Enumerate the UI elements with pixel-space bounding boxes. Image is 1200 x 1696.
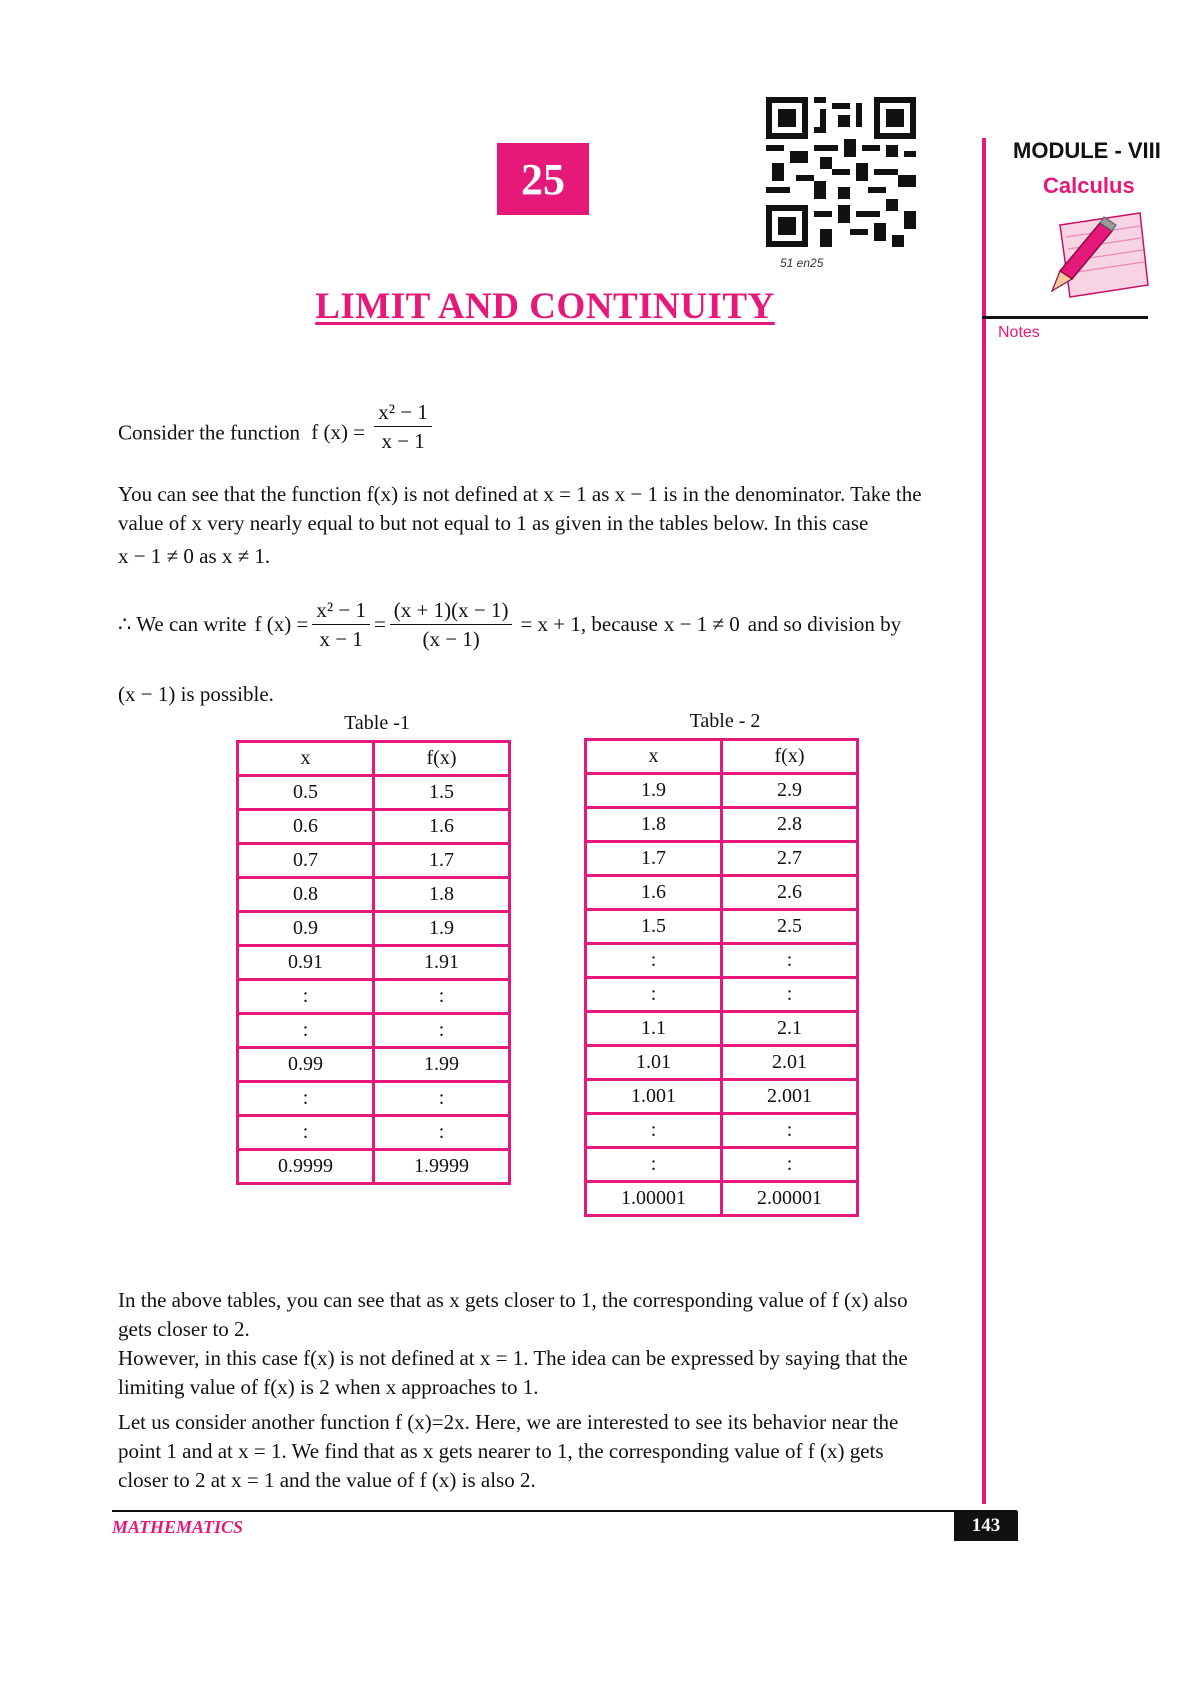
table-cell: : [722,978,858,1012]
notes-label: Notes [998,324,1040,341]
table-cell: : [374,980,510,1014]
table-cell: : [238,980,374,1014]
fraction-2-numerator: (x + 1)(x − 1) [390,598,513,625]
table-row [586,1114,858,1148]
table-cell: 1.5 [586,910,722,944]
table-cell: : [238,1116,374,1150]
table-row [586,1046,858,1080]
p1-line-3: x − 1 ≠ 0 as x ≠ 1. [118,544,271,568]
intro-text: Consider the function [118,420,300,445]
table-cell: : [586,944,722,978]
table-2-caption: Table - 2 [689,710,761,732]
table-cell: : [722,1148,858,1182]
margin-divider [982,138,986,1504]
p3-line-1: In the above tables, you can see that as x gets closer to 1, the corresponding value of f (x) also [118,1288,908,1312]
fraction-2-denominator: (x − 1) [422,627,480,651]
table-cell: 1.7 [586,842,722,876]
table-header-cell: f(x) [374,742,510,776]
p5-line-2: point 1 and at x = 1. We find that as x gets nearer to 1, the corresponding value of f (x) gets [118,1439,884,1463]
table-row [586,1080,858,1114]
table-cell: 1.91 [374,946,510,980]
table-cell: 2.9 [722,774,858,808]
derivation-fraction-1 [312,598,370,651]
table-row [586,808,858,842]
table-row [238,946,510,980]
intro-fx: f (x) = [311,420,366,445]
table-cell: 1.1 [586,1012,722,1046]
fraction-1-denominator: x − 1 [319,627,363,651]
table-cell: 1.8 [374,878,510,912]
table-cell: 1.6 [374,810,510,844]
table-row [586,1148,858,1182]
table-1-caption: Table -1 [344,712,410,734]
table-cell: 1.8 [586,808,722,842]
derivation-line [118,598,978,651]
table-header-cell: f(x) [722,740,858,774]
intro-fraction [374,400,432,453]
table-cell: 1.5 [374,776,510,810]
derivation-condition: x − 1 ≠ 0 [663,612,740,636]
table-cell: : [374,1014,510,1048]
table-cell: : [238,1014,374,1048]
table-cell: 1.01 [586,1046,722,1080]
table-cell: : [374,1082,510,1116]
table-cell: 1.00001 [586,1182,722,1216]
intro-line [118,400,436,461]
sidebar-rule [982,316,1148,319]
table-cell: 1.9999 [374,1150,510,1184]
table-2 [584,738,859,1217]
derivation-fx: f (x) = [254,612,309,636]
table-cell: 2.001 [722,1080,858,1114]
footer-subject: MATHEMATICS [112,1517,244,1537]
p5-line-3: closer to 2 at x = 1 and the value of f (x) is also 2. [118,1468,536,1492]
table-cell: 1.6 [586,876,722,910]
module-label: MODULE - VIII [1013,138,1161,163]
table-row [586,876,858,910]
qr-code-icon [766,97,916,247]
table-cell: 2.7 [722,842,858,876]
page-number: 143 [954,1511,1018,1541]
table-cell: 2.00001 [722,1182,858,1216]
table-row [238,1116,510,1150]
table-cell: 0.6 [238,810,374,844]
notes-pencil-icon [1030,205,1155,315]
table-row [586,1182,858,1216]
table-cell: 2.8 [722,808,858,842]
equals-sign: = [373,612,386,636]
intro-denominator: x − 1 [381,429,425,453]
table-cell: : [586,1114,722,1148]
table-row [238,1150,510,1184]
table-row [238,912,510,946]
p1-line-1: You can see that the function f(x) is not defined at x = 1 as x − 1 is in the denominator. Take the [118,482,922,506]
chapter-title: LIMIT AND CONTINUITY [315,286,775,327]
table-cell: : [722,1114,858,1148]
p1-line-2: value of x very nearly equal to but not equal to 1 as given in the tables below. In this case [118,511,869,535]
footer-rule [112,1510,1017,1512]
table-row [586,944,858,978]
derivation-line-2: (x − 1) is possible. [118,682,274,706]
table-row [586,910,858,944]
derivation-prefix: ∴ We can write [118,612,247,636]
p5-line-1: Let us consider another function f (x)=2x. Here, we are interested to see its behavior near the [118,1410,899,1434]
table-cell: 1.001 [586,1080,722,1114]
table-cell: 0.9 [238,912,374,946]
table-cell: 0.91 [238,946,374,980]
qr-code-label: 51 en25 [780,256,824,270]
intro-numerator: x² − 1 [374,400,432,427]
table-cell: 1.99 [374,1048,510,1082]
table-row [238,810,510,844]
p4-line-2: limiting value of f(x) is 2 when x approaches to 1. [118,1375,539,1399]
table-header-cell: x [586,740,722,774]
table-row [238,844,510,878]
table-cell: : [374,1116,510,1150]
table-header-row [238,742,510,776]
table-row [586,842,858,876]
chapter-number-badge: 25 [497,143,589,215]
table-row [238,1014,510,1048]
paragraph-3 [118,1286,978,1495]
table-cell: 0.7 [238,844,374,878]
derivation-fraction-2 [390,598,513,651]
table-row [586,774,858,808]
derivation-result: = x + 1, because [520,612,658,636]
table-row [238,878,510,912]
table-cell: 0.99 [238,1048,374,1082]
table-cell: 0.5 [238,776,374,810]
p3-line-2: gets closer to 2. [118,1317,250,1341]
p4-line-1: However, in this case f(x) is not defined at x = 1. The idea can be expressed by saying that the [118,1346,908,1370]
fraction-1-numerator: x² − 1 [312,598,370,625]
paragraph-1 [118,480,970,571]
table-cell: : [722,944,858,978]
table-cell: : [586,1148,722,1182]
table-row [238,776,510,810]
table-row [586,1012,858,1046]
table-header-row [586,740,858,774]
table-header-cell: x [238,742,374,776]
table-row [238,1082,510,1116]
table-row [238,980,510,1014]
table-cell: 0.8 [238,878,374,912]
table-cell: 0.9999 [238,1150,374,1184]
table-cell: 2.5 [722,910,858,944]
table-cell: 2.6 [722,876,858,910]
table-cell: : [586,978,722,1012]
subject-label: Calculus [1043,173,1135,198]
table-cell: 1.9 [374,912,510,946]
table-cell: 1.9 [586,774,722,808]
table-cell: : [238,1082,374,1116]
table-cell: 2.01 [722,1046,858,1080]
table-row [586,978,858,1012]
table-cell: 1.7 [374,844,510,878]
derivation-suffix: and so division by [747,612,902,636]
table-1 [236,740,511,1185]
table-row [238,1048,510,1082]
table-cell: 2.1 [722,1012,858,1046]
